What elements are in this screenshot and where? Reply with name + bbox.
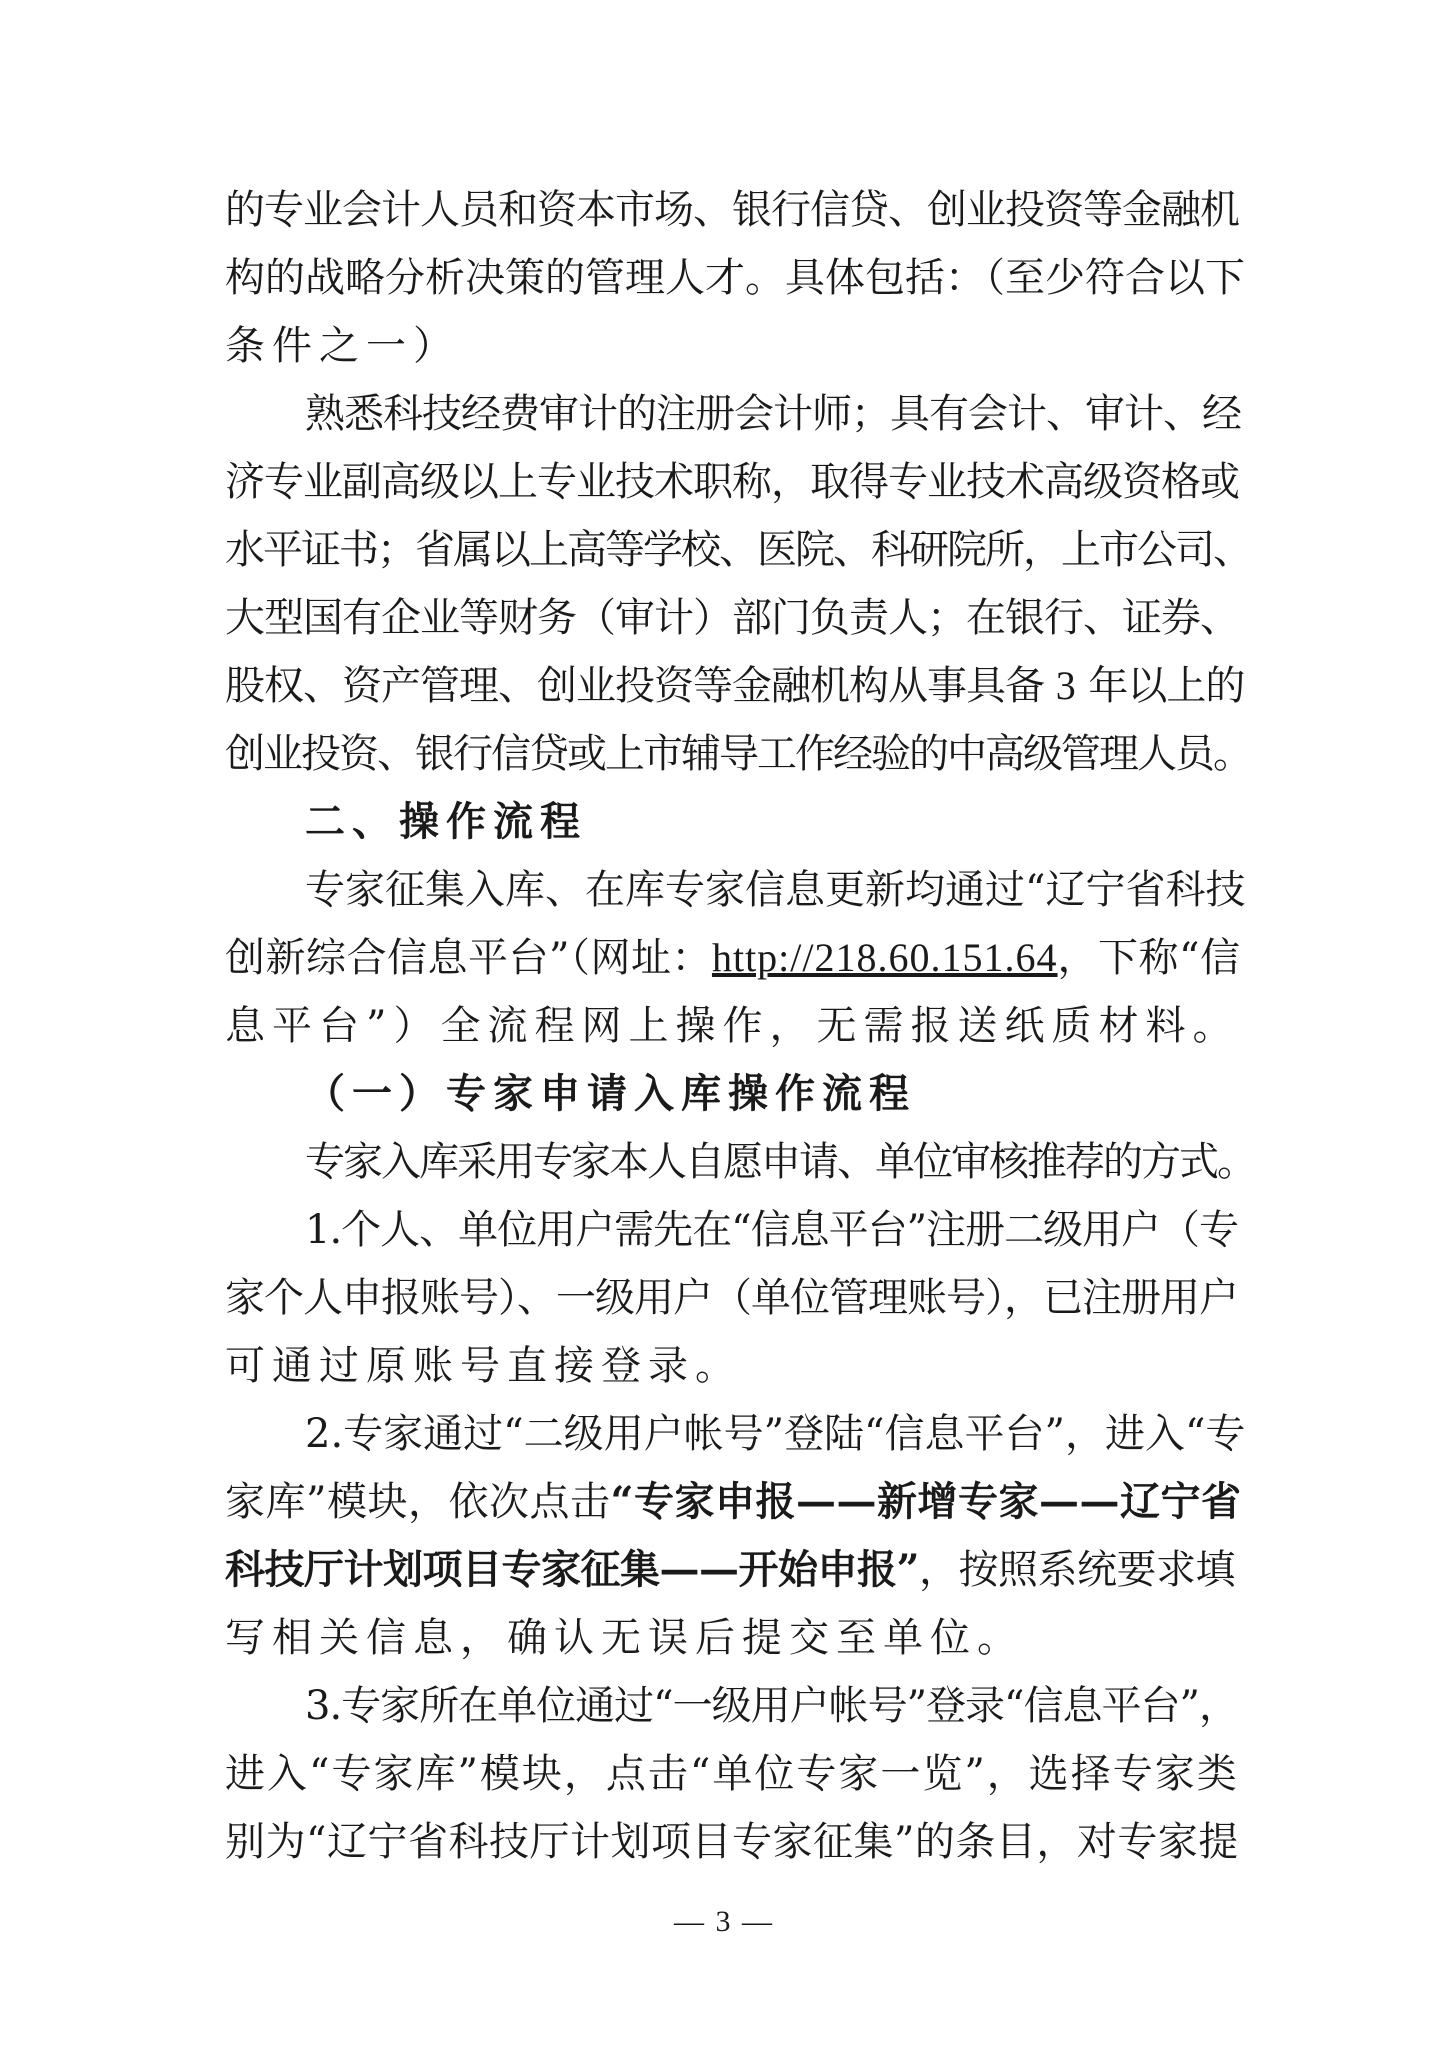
section-heading: 二、操作流程 [305,798,587,845]
text-line: 济专业副高级以上专业技术职称，取得专业技术高级资格或 [225,459,1239,505]
page-number: — 3 — [674,1905,774,1938]
text-line: 创业投资、银行信贷或上市辅导工作经验的中高级管理人员。 [225,731,1251,777]
body-text [225,176,1255,1876]
text-line: 科技厅计划项目专家征集——开始申报”，按照系统要求填 [225,1546,1236,1593]
text-line: 水平证书；省属以上高等学校、医院、科研院所，上市公司、 [225,527,1251,573]
text-line: 2.专家通过“二级用户帐号”登陆“信息平台”，进入“专 [305,1411,1246,1457]
text-line: 创新综合信息平台”（网址：http://218.60.151.64，下称“信 [225,935,1241,981]
text-line: 专家征集入库、在库专家信息更新均通过“辽宁省科技 [305,867,1246,913]
text-line: 的专业会计人员和资本市场、银行信贷、创业投资等金融机 [225,187,1239,233]
text-line: 家库”模块，依次点击“专家申报——新增专家——辽宁省 [225,1478,1242,1525]
text-line: 进入“专家库”模块，点击“单位专家一览”，选择专家类 [225,1751,1239,1797]
text-line: 股权、资产管理、创业投资等金融机构从事具备 3 年以上的 [225,663,1245,709]
text-line: 家个人申报账号）、一级用户（单位管理账号），已注册用户 [225,1275,1238,1321]
text-line: 写相关信息，确认无误后提交至单位。 [225,1615,1024,1661]
text-line: 别为“辽宁省科技厅计划项目专家征集”的条目，对专家提 [225,1819,1239,1865]
text-line: 专家入库采用专家本人自愿申请、单位审核推荐的方式。 [305,1139,1255,1185]
text-line: 可通过原账号直接登录。 [225,1343,742,1389]
text-line: 息平台”）全流程网上操作，无需报送纸质材料。 [225,1003,1240,1049]
text-line: 大型国有企业等财务（审计）部门负责人；在银行、证券、 [225,595,1239,641]
text-line: 1.个人、单位用户需先在“信息平台”注册二级用户（专 [305,1207,1239,1253]
text-line: 条件之一） [225,323,460,369]
platform-url-link[interactable]: http://218.60.151.64 [711,935,1058,980]
subsection-heading: （一）专家申请入库操作流程 [305,1070,916,1117]
text-line: 3.专家所在单位通过“一级用户帐号”登录“信息平台”， [305,1683,1238,1729]
text-line: 熟悉科技经费审计的注册会计师；具有会计、审计、经 [305,391,1241,437]
text-line: 构的战略分析决策的管理人才。具体包括：（至少符合以下 [225,255,1245,301]
